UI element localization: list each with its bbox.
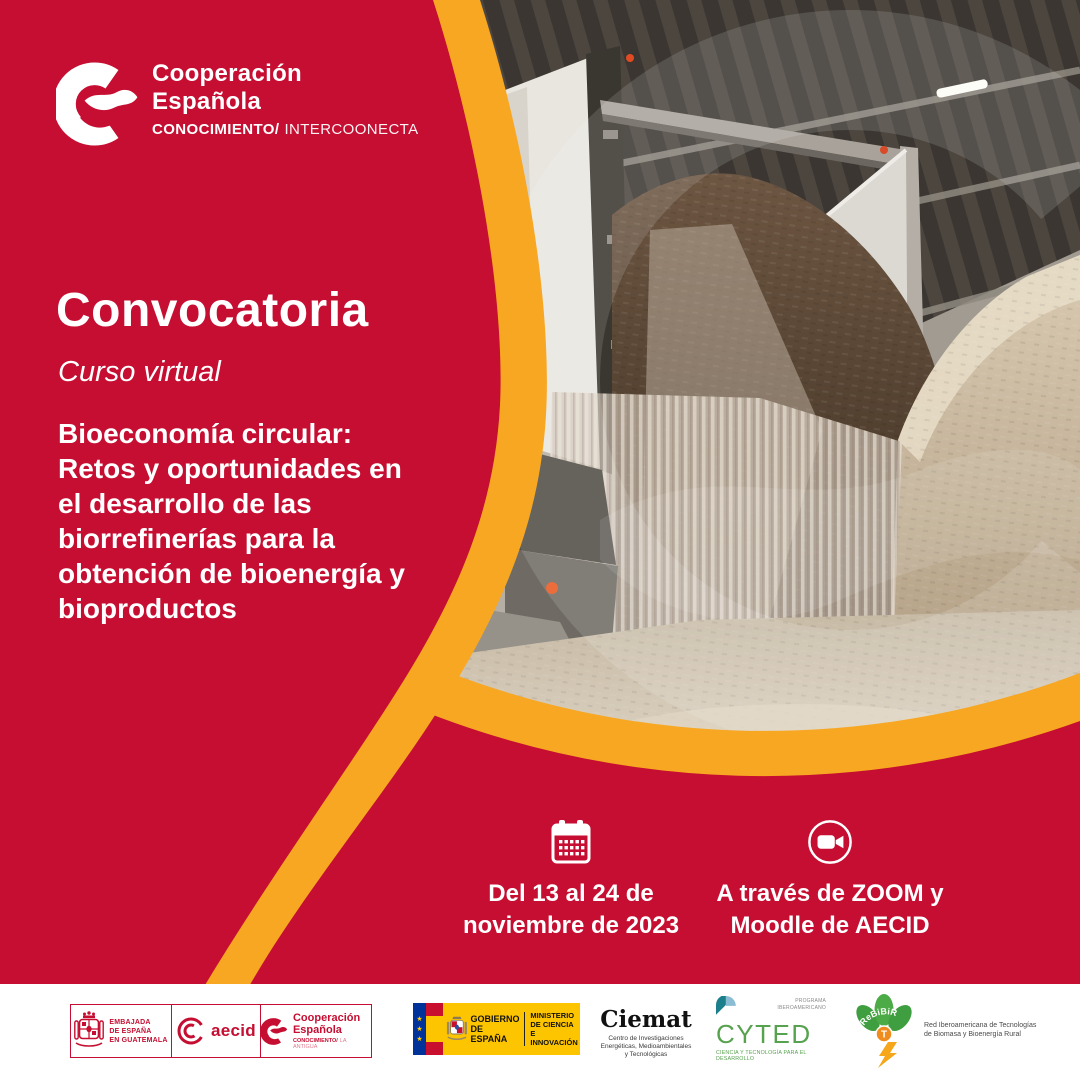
cooperacion-footer-logo bbox=[261, 1005, 369, 1057]
spain-coat-of-arms-icon bbox=[74, 1011, 104, 1051]
date-info bbox=[431, 818, 711, 942]
spain-flag-strip bbox=[426, 1003, 443, 1055]
eu-star-icon: ★ bbox=[416, 1025, 423, 1033]
eu-star-icon: ★ bbox=[416, 1035, 423, 1043]
course-type: Curso virtual bbox=[58, 356, 221, 388]
cooperacion-footer-label: Cooperación Española CONOCIMIENTO/ LA ANTIGUA bbox=[292, 1012, 361, 1050]
video-camera-icon bbox=[807, 819, 853, 865]
date-text: Del 13 al 24 de noviembre de 2023 bbox=[462, 880, 680, 939]
embassy-aecid-coop-logos bbox=[70, 1004, 372, 1058]
cooperacion-c-icon bbox=[56, 52, 140, 156]
aecid-ring-icon bbox=[176, 1016, 206, 1046]
footer bbox=[0, 984, 1080, 1080]
ciemat-description: Centro de Investigaciones Energéticas, Medioambientales y Tecnológicas bbox=[600, 1035, 692, 1058]
gobierno-label: GOBIERNO DE ESPAÑA bbox=[470, 1014, 520, 1044]
cyted-icon bbox=[716, 996, 738, 1018]
cyted-wordmark: CYTED bbox=[716, 1019, 812, 1049]
ministerio-label: MINISTERIO DE CIENCIA E INNOVACIÓN bbox=[530, 1011, 578, 1047]
ciemat-logo bbox=[598, 1008, 694, 1059]
gobierno-crest-icon bbox=[446, 1014, 468, 1044]
aecid-logo bbox=[172, 1005, 261, 1057]
aecid-label: aecid bbox=[211, 1021, 256, 1040]
eu-star-icon: ★ bbox=[416, 1015, 423, 1023]
rebibir-description: Red Iberoamericana de Tecnologías de Biomasa y Bioenergía Rural bbox=[924, 1021, 1037, 1038]
cyted-program-label: PROGRAMA IBEROAMERICANO bbox=[777, 998, 826, 1011]
cyted-logo bbox=[716, 996, 826, 1062]
rebibir-leaves-icon bbox=[850, 990, 918, 1070]
embassy-label: EMBAJADA DE ESPAÑA EN GUATEMALA bbox=[109, 1018, 168, 1044]
rebibir-wordmark: ReBiBiR bbox=[857, 1006, 899, 1028]
cyted-tagline: CIENCIA Y TECNOLOGÍA PARA EL DESARROLLO bbox=[716, 1050, 807, 1062]
gobierno-yellow-panel bbox=[443, 1003, 580, 1055]
calendar-icon bbox=[551, 820, 591, 864]
brand-name: Cooperación Española bbox=[152, 60, 302, 115]
rebibir-badge: T bbox=[880, 1029, 888, 1041]
embassy-logo bbox=[71, 1005, 172, 1057]
lightning-icon bbox=[878, 1042, 897, 1068]
platform-info bbox=[690, 818, 970, 942]
platform-text: A través de ZOOM y Moodle de AECID bbox=[716, 880, 944, 939]
ciemat-wordmark: Ciemat bbox=[600, 1006, 692, 1033]
brand-subtitle: CONOCIMIENTO/ INTERCOONECTA bbox=[152, 121, 419, 138]
rebibir-logo bbox=[850, 990, 1036, 1070]
gobierno-ministerio-logo bbox=[413, 1003, 580, 1055]
course-title: Bioeconomía circular: Retos y oportunidades en el desarrollo de las biorrefinerías para la obtención de bioenergía y bioproductos bbox=[58, 418, 405, 624]
brand-logo bbox=[56, 52, 419, 156]
page-title: Convocatoria bbox=[56, 284, 369, 337]
cooperacion-c-icon-red bbox=[261, 1014, 288, 1049]
eu-stars-strip bbox=[413, 1003, 426, 1055]
divider bbox=[524, 1012, 525, 1046]
